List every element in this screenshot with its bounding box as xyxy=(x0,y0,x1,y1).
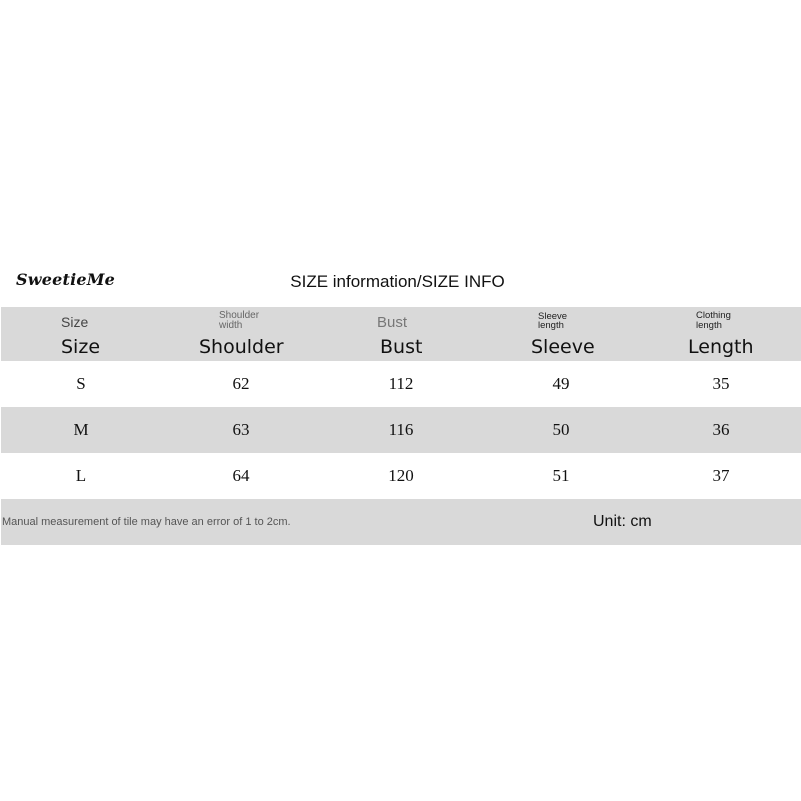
header-length-subtitle-2: length xyxy=(696,320,722,331)
header-bust-label: Bust xyxy=(380,336,423,358)
cell-sleeve: 50 xyxy=(552,420,570,439)
cell-length: 35 xyxy=(712,374,730,393)
header-sleeve-subtitle-1: Sleeve xyxy=(538,311,568,322)
size-table xyxy=(1,307,801,545)
page-title: SIZE information/SIZE INFO xyxy=(290,272,505,291)
cell-shoulder: 64 xyxy=(232,466,250,485)
cell-bust: 120 xyxy=(388,466,414,485)
brand-logo: SweetieMe xyxy=(16,270,116,289)
header-length-label: Length xyxy=(688,336,754,358)
measurement-note: Manual measurement of tile may have an error of 1 to 2cm. xyxy=(2,516,291,528)
header-size-subtitle: Size xyxy=(61,314,89,330)
cell-size: L xyxy=(75,466,87,485)
table-row xyxy=(1,407,801,453)
cell-shoulder: 62 xyxy=(232,374,250,393)
cell-length: 37 xyxy=(712,466,730,485)
cell-length: 36 xyxy=(712,420,730,439)
cell-sleeve: 49 xyxy=(552,374,570,393)
header-size-label: Size xyxy=(61,336,101,358)
cell-size: S xyxy=(76,374,86,393)
table-header-row xyxy=(1,307,801,361)
cell-shoulder: 63 xyxy=(232,420,250,439)
header-bust-subtitle: Bust xyxy=(377,314,408,331)
unit-label: Unit: cm xyxy=(593,513,652,530)
table-footer-row xyxy=(1,499,801,545)
header-shoulder-subtitle-1: Shoulder xyxy=(219,310,260,321)
header-length-subtitle-1: Clothing xyxy=(696,310,731,321)
header-sleeve-subtitle-2: length xyxy=(538,320,564,331)
header-shoulder-subtitle-2: width xyxy=(219,320,243,331)
header-sleeve-label: Sleeve xyxy=(531,336,595,358)
table-row xyxy=(1,453,801,499)
cell-bust: 116 xyxy=(388,420,414,439)
header-shoulder-label: Shoulder xyxy=(199,336,284,358)
cell-bust: 112 xyxy=(388,374,414,393)
cell-size: M xyxy=(73,420,89,439)
table-row xyxy=(1,361,801,407)
cell-sleeve: 51 xyxy=(552,466,570,485)
